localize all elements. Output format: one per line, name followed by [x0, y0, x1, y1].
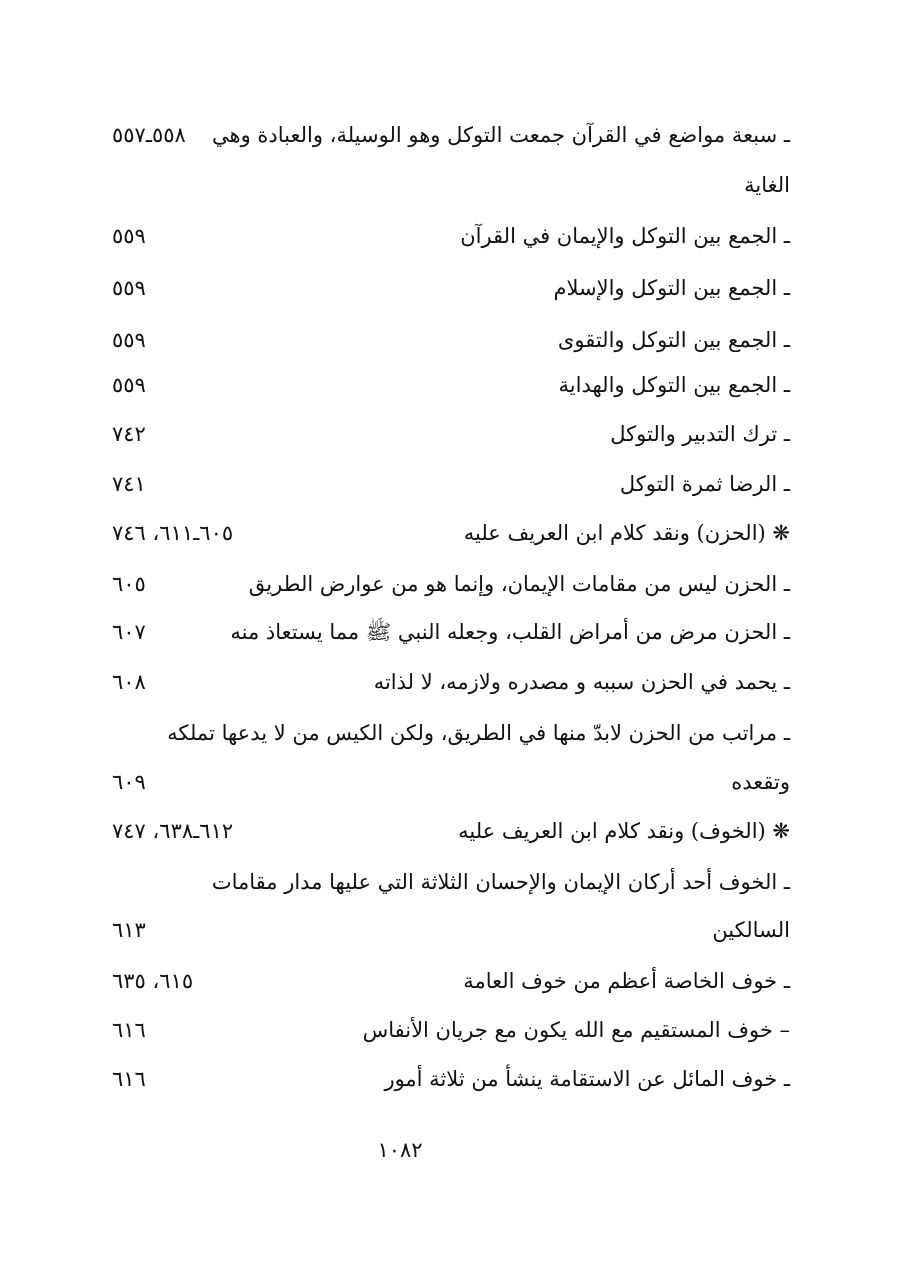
index-entry	[100, 612, 790, 652]
entry-text: السالكين	[712, 918, 790, 942]
index-entry	[100, 464, 790, 504]
entry-pages: ٦٠٨	[112, 670, 146, 694]
index-entry	[100, 115, 790, 155]
entry-text: ـ يحمد في الحزن سببه و مصدره ولازمه، لا لذاته	[373, 670, 790, 694]
entry-text: ـ الجمع بين التوكل والتقوى	[557, 328, 790, 352]
index-entry	[100, 961, 790, 1001]
entry-text: ـ خوف المائل عن الاستقامة ينشأ من ثلاثة أمور	[384, 1067, 790, 1091]
entry-text: – خوف المستقيم مع الله يكون مع جريان الأنفاس	[362, 1018, 790, 1042]
entry-text: وتقعده	[731, 770, 790, 794]
entry-pages: ٦١٢ـ٦٣٨، ٧٤٧	[112, 819, 234, 843]
entry-text: ـ الجمع بين التوكل والإيمان في القرآن	[460, 224, 790, 248]
index-entry	[100, 216, 790, 256]
index-entry	[100, 165, 790, 205]
index-entry	[100, 414, 790, 454]
index-entry	[100, 365, 790, 405]
entry-pages: ٥٥٩	[112, 276, 146, 300]
entry-pages: ٦٠٧	[112, 620, 146, 644]
index-entry	[100, 811, 790, 851]
index-entry	[100, 862, 790, 902]
entry-pages: ٥٥٨ـ٥٥٧	[112, 123, 186, 147]
entry-text: ❋ (الحزن) ونقد كلام ابن العريف عليه	[463, 521, 790, 545]
index-entry	[100, 662, 790, 702]
index-entry	[100, 1010, 790, 1050]
entry-text: ـ الحزن مرض من أمراض القلب، وجعله النبي ﷺ مما يستعاذ منه	[230, 620, 790, 644]
index-entry	[100, 713, 790, 753]
entry-text: ـ الحزن ليس من مقامات الإيمان، وإنما هو من عوارض الطريق	[248, 572, 790, 596]
index-entry	[100, 762, 790, 802]
entry-text: ـ الجمع بين التوكل والإسلام	[553, 276, 790, 300]
entry-pages: ٦٠٩	[112, 770, 146, 794]
index-entry	[100, 910, 790, 950]
entry-text: ـ ترك التدبير والتوكل	[610, 422, 790, 446]
index-entry	[100, 513, 790, 553]
entry-pages: ٥٥٩	[112, 224, 146, 248]
entry-pages: ٥٥٩	[112, 328, 146, 352]
entry-text: الغاية	[744, 173, 790, 197]
entry-pages: ٦١٣	[112, 918, 146, 942]
index-entry	[100, 320, 790, 360]
entry-pages: ٧٤١	[112, 472, 146, 496]
entry-text: ـ الرضا ثمرة التوكل	[619, 472, 790, 496]
entry-pages: ٦٠٥	[112, 572, 146, 596]
entry-pages: ٦١٦	[112, 1067, 146, 1091]
entry-pages: ٦٠٥ـ٦١١، ٧٤٦	[112, 521, 234, 545]
index-entry	[100, 268, 790, 308]
entry-pages: ٦١٦	[112, 1018, 146, 1042]
index-entry	[100, 1059, 790, 1099]
entry-text: ـ سبعة مواضع في القرآن جمعت التوكل وهو الوسيلة، والعبادة وهي	[212, 123, 790, 147]
page-number: ١٠٨٢	[377, 1138, 423, 1162]
entry-text: ـ خوف الخاصة أعظم من خوف العامة	[463, 969, 790, 993]
entry-text: ـ مراتب من الحزن لابدّ منها في الطريق، ولكن الكيس من لا يدعها تملكه	[167, 721, 790, 745]
entry-text: ـ الخوف أحد أركان الإيمان والإحسان الثلاثة التي عليها مدار مقامات	[211, 870, 790, 894]
entry-pages: ٧٤٢	[112, 422, 146, 446]
entry-pages: ٦١٥، ٦٣٥	[112, 969, 194, 993]
entry-pages: ٥٥٩	[112, 373, 146, 397]
entry-text: ❋ (الخوف) ونقد كلام ابن العريف عليه	[458, 819, 790, 843]
index-entry	[100, 564, 790, 604]
entry-text: ـ الجمع بين التوكل والهداية	[558, 373, 790, 397]
